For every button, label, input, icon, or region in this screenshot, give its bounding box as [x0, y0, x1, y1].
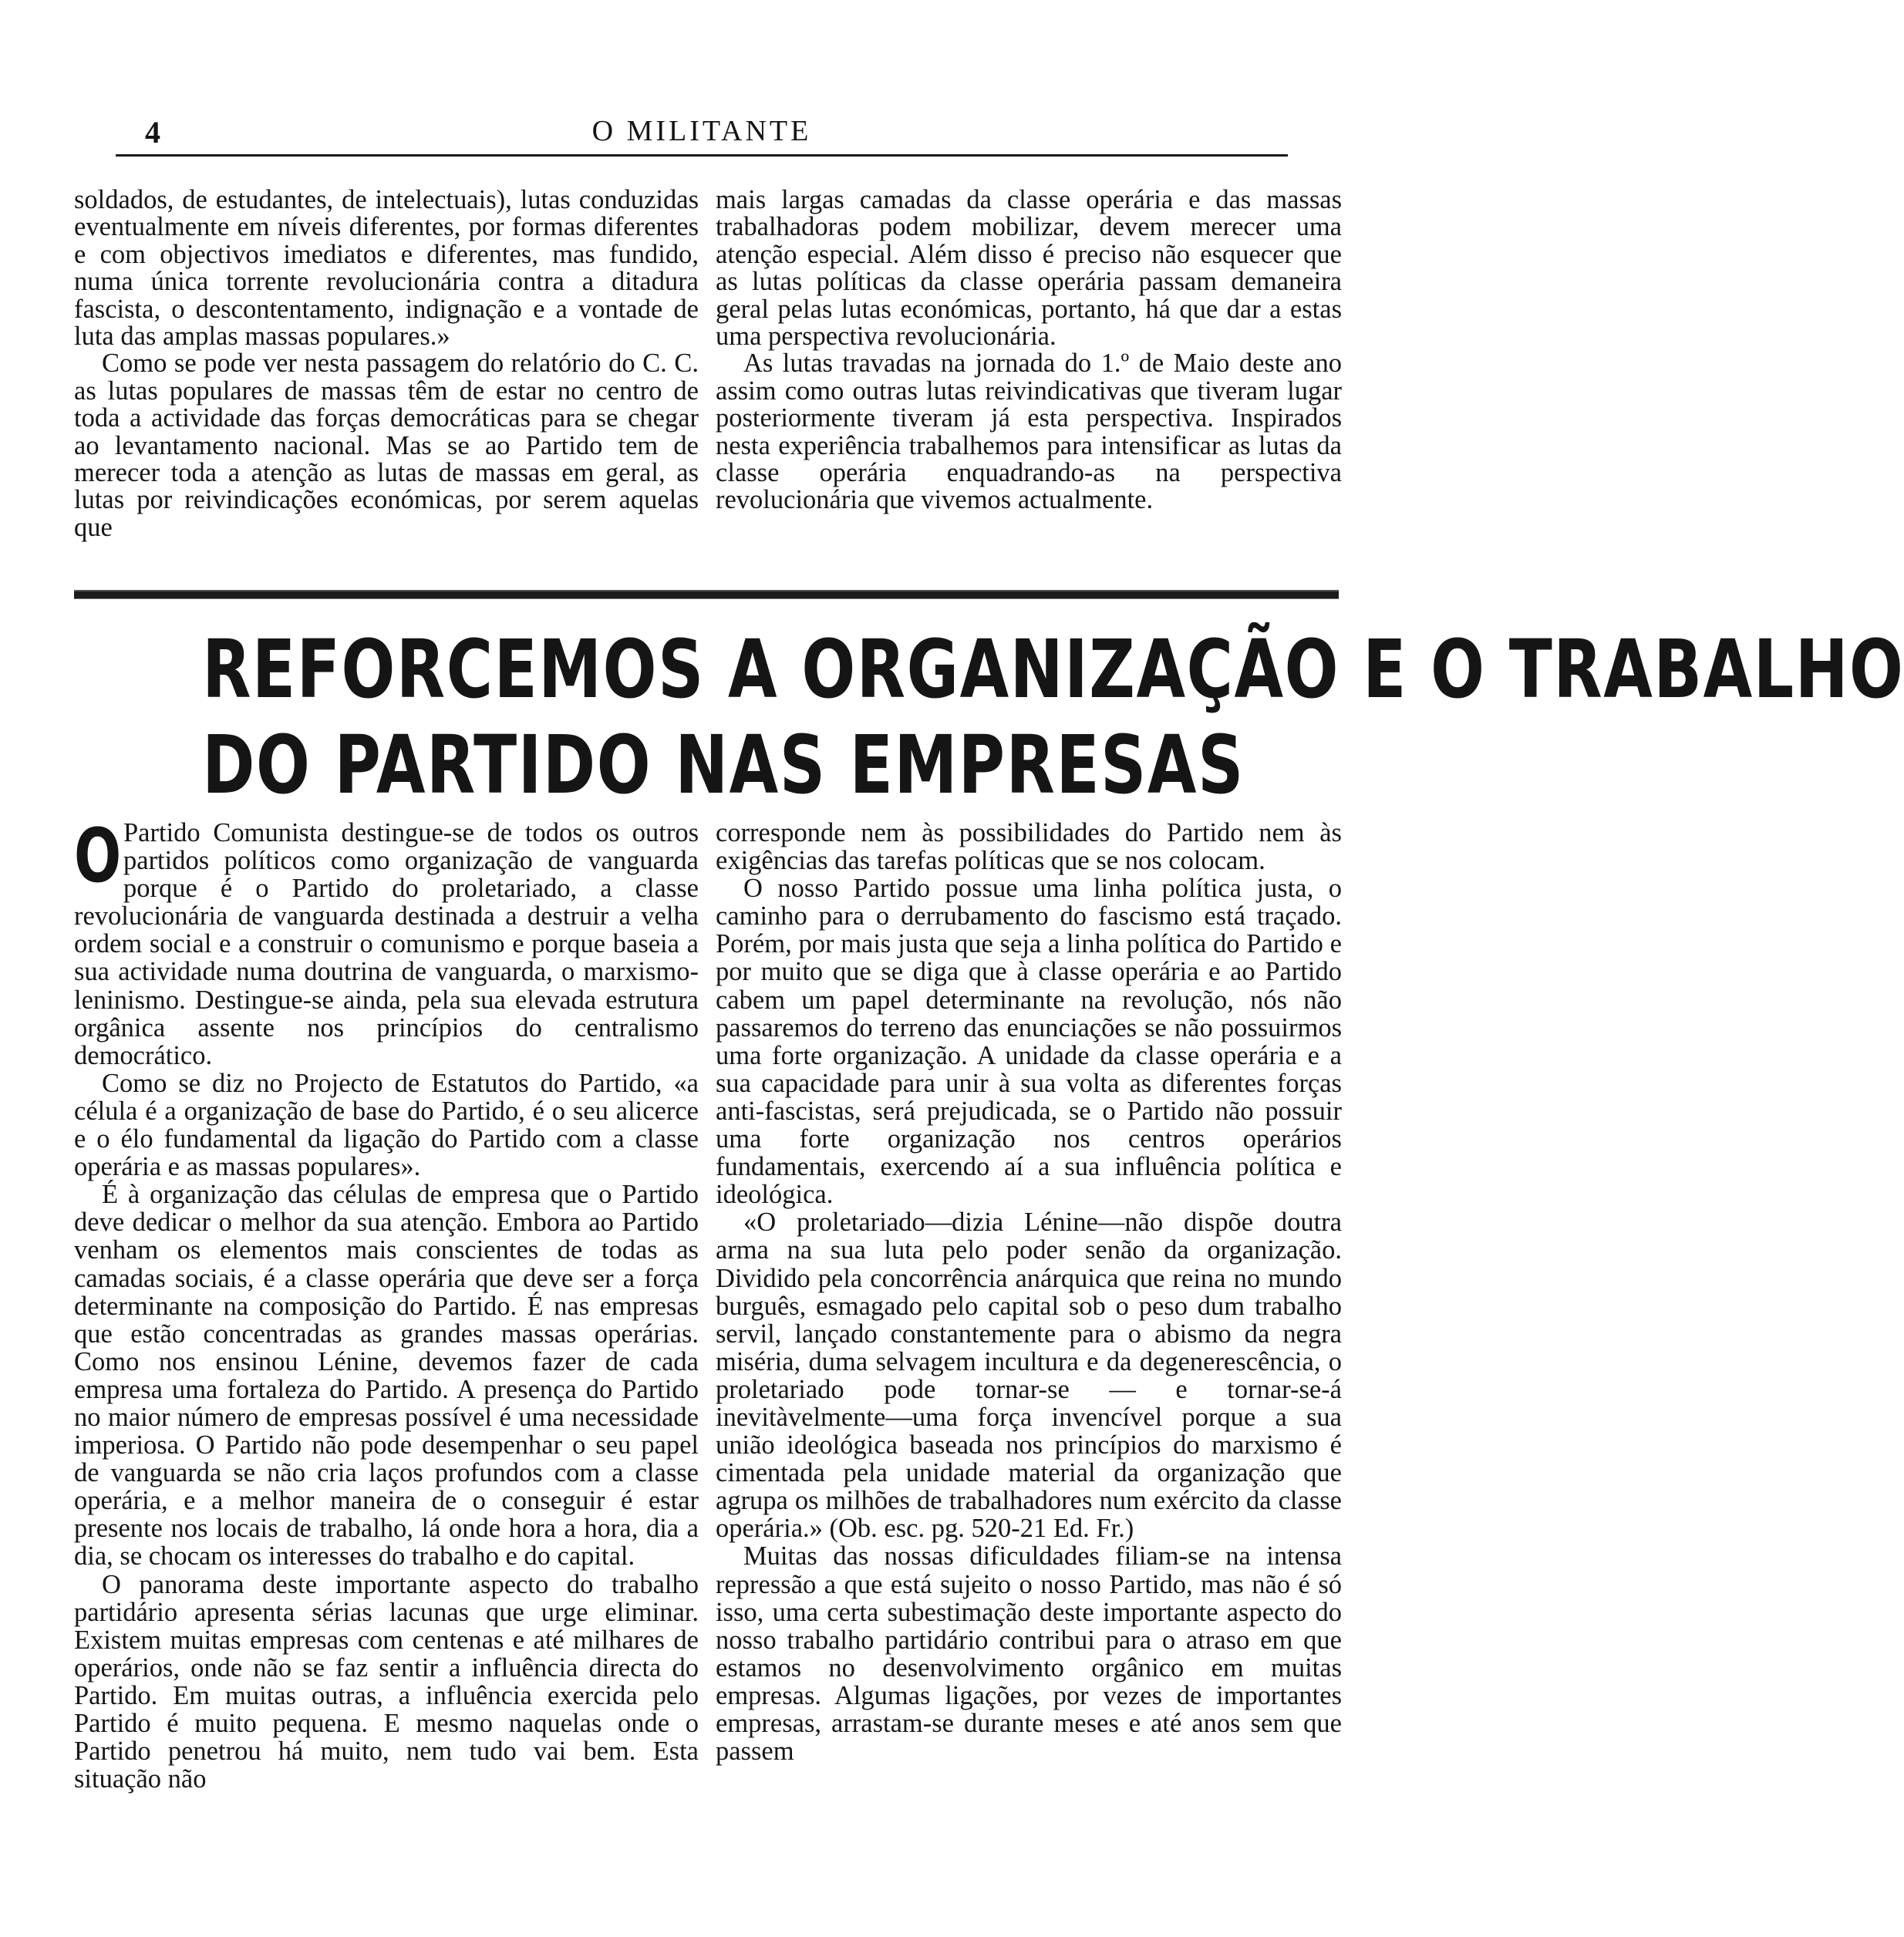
- page-header: [116, 108, 1288, 157]
- paragraph: As lutas travadas na jornada do 1.º de Maio deste ano assim como outras lutas reivindicativas que tiveram lugar posteriormente tiveram já esta perspectiva. Inspirados nesta experiência trabalhemos para intensificar as lutas da classe operária enquadrando-as na perspectiva revolucionária que vivemos actualmente.: [716, 349, 1342, 515]
- paragraph: soldados, de estudantes, de intelectuais), lutas conduzidas eventualmente em níveis diferentes, por formas diferentes e com objectivos imediatos e diferentes, mas fundido, numa única torrente revolucionária contra a ditadura fascista, o descontentamento, indignação e a vontade de luta das amplas massas populares.»: [74, 185, 699, 352]
- paragraph: Partido Comunista destingue-se de todos os outros partidos políticos como organização de vanguarda porque é o Partido do proletariado, a classe revolucionária de vanguarda destinada a destruir a velha ordem social e a construir o comunismo e porque baseia a sua actividade numa doutrina de vanguarda, o marxismo-leninismo. Destingue-se ainda, pela sua elevada estrutura orgânica assente nos princípios do centralismo democrático.: [74, 818, 699, 1070]
- top-article-left-column: [74, 187, 699, 572]
- paragraph: corresponde nem às possibilidades do Partido nem às exigências das tarefas políticas que se nos colocam.: [716, 818, 1342, 876]
- article-headline-line-1: REFORCEMOS A ORGANIZAÇÃO E O TRABALHO: [202, 622, 1904, 716]
- article-headline-line-2: DO PARTIDO NAS EMPRESAS: [202, 718, 1245, 812]
- paragraph: O nosso Partido possue uma linha política justa, o caminho para o derrubamento do fascismo está traçado. Porém, por mais justa que seja a linha política do Partido e por muito que se diga que à classe operária e ao Partido cabem um papel determinante na revolução, nós não passaremos do terreno das enunciações se não possuirmos uma forte organização. A unidade da classe operária e a sua capacidade para unir à sua volta as diferentes forças anti-fascistas, será prejudicada, se o Partido não possuir uma forte organização nos centros operários fundamentais, exercendo aí a sua influência política e ideológica.: [716, 874, 1342, 1210]
- section-divider: [74, 590, 1339, 599]
- drop-cap: O: [74, 813, 122, 899]
- paragraph: «O proletariado—dizia Lénine—não dispõe doutra arma na sua luta pelo poder senão da organização. Dividido pela concorrência anárquica que reina no mundo burguês, esmagado pelo capital sob o peso dum trabalho servil, lançado constantemente para o abismo da negra miséria, duma selvagem incultura e da degenerescência, o proletariado pode tornar-se — e tornar-se-á inevitàvelmente—uma força invencível porque a sua união ideológica baseada nos princípios do marxismo é cimentada pela unidade material da organização que agrupa os milhões de trabalhadores num exército da classe operária.» (Ob. esc. pg. 520-21 Ed. Fr.): [716, 1208, 1342, 1544]
- paragraph: É à organização das células de empresa que o Partido deve dedicar o melhor da sua atenção. Embora ao Partido venham os elementos mais conscientes de todas as camadas sociais, é a classe operária que deve ser a força determinante na composição do Partido. É nas empresas que estão concentradas as grandes massas operárias. Como nos ensinou Lénine, devemos fazer de cada empresa uma fortaleza do Partido. A presença do Partido no maior número de empresas possível é uma necessidade imperiosa. O Partido não pode desempenhar o seu papel de vanguarda se não cria laços profundos com a classe operária, e a melhor maneira de o conseguir é estar presente nos locais de trabalho, lá onde hora a hora, dia a dia, se chocam os interesses do trabalho e do capital.: [74, 1180, 699, 1571]
- page-number: 4: [145, 115, 160, 150]
- paragraph: Como se pode ver nesta passagem do relatório do C. C. as lutas populares de massas têm de estar no centro de toda a actividade das forças democráticas para se chegar ao levantamento nacional. Mas se ao Partido tem de merecer toda a atenção as lutas de massas em geral, as lutas por reivindicações económicas, por serem aquelas que: [74, 349, 699, 542]
- paragraph: Muitas das nossas dificuldades filiam-se na intensa repressão a que está sujeito o nosso Partido, mas não é só isso, uma certa subestimação deste importante aspecto do nosso trabalho partidário contribui para o atraso em que estamos no desenvolvimento orgânico em muitas empresas. Algumas ligações, por vezes de importantes empresas, arrastam-se durante meses e até anos sem que passem: [716, 1541, 1342, 1767]
- paragraph: mais largas camadas da classe operária e das massas trabalhadoras podem mobilizar, devem merecer uma atenção especial. Além disso é preciso não esquecer que as lutas políticas da classe operária passam demaneira geral pelas lutas económicas, portanto, há que dar a estas uma perspectiva revolucionária.: [716, 185, 1342, 352]
- paragraph: Como se diz no Projecto de Estatutos do Partido, «a célula é a organização de base do Partido, é o seu alicerce e o élo fundamental da ligação do Partido com a classe operária e as massas populares».: [74, 1068, 699, 1182]
- publication-title: O MILITANTE: [591, 115, 812, 147]
- paragraph: O panorama deste importante aspecto do trabalho partidário apresenta sérias lacunas que urge eliminar. Existem muitas empresas com centenas e até milhares de operários, onde não se faz sentir a influência directa do Partido. Em muitas outras, a influência exercida pelo Partido é muito pequena. E mesmo naquelas onde o Partido penetrou há muito, nem tudo vai bem. Esta situação não: [74, 1569, 699, 1794]
- article-right-column: [716, 819, 1342, 1906]
- article-left-column: [74, 813, 699, 1906]
- top-article-right-column: [716, 187, 1342, 572]
